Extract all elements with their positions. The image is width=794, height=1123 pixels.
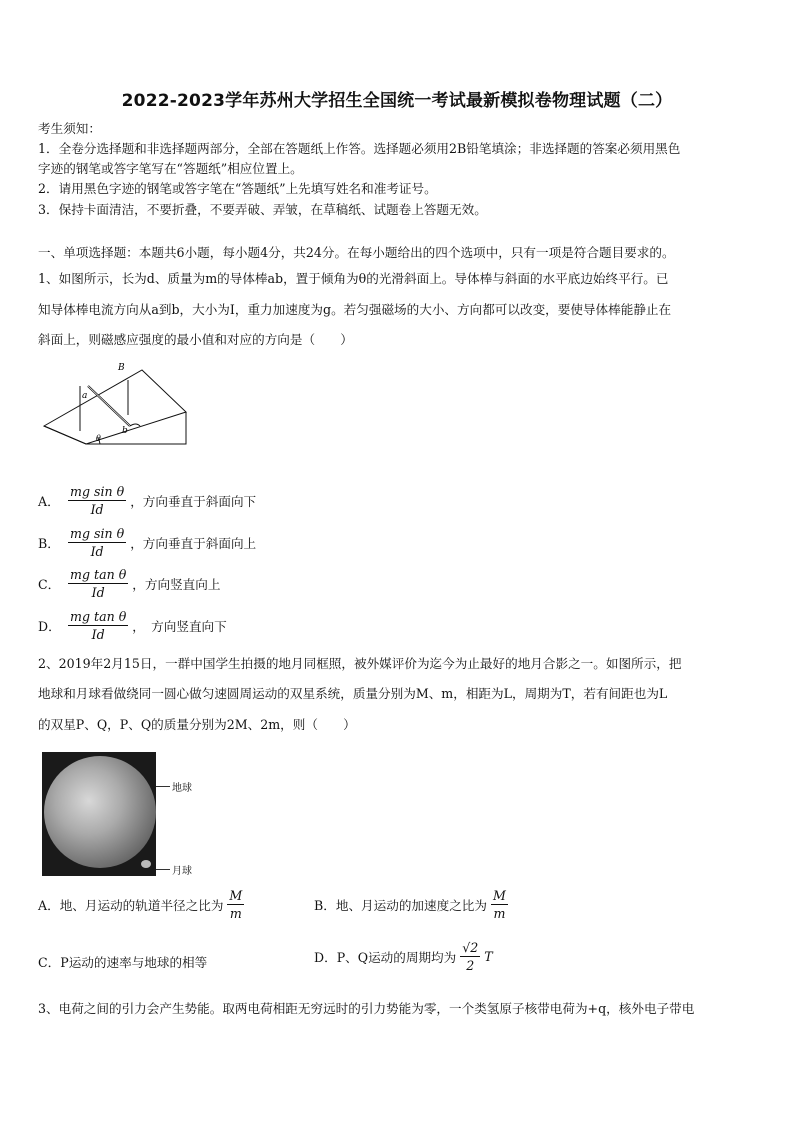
moon-label: 月球: [172, 866, 192, 877]
fraction: $\frac{√2}{2}$: [462, 940, 479, 973]
fig-label-b: b: [122, 426, 128, 436]
fraction: $\frac{\text{mg sin θ}}{Id}$: [70, 484, 125, 517]
incline-figure: [40, 360, 190, 455]
earth-moon-photo: [42, 752, 156, 876]
option-text: A．地、月运动的轨道半径之比为: [38, 898, 224, 913]
q2-option-c[interactable]: [38, 952, 207, 971]
exam-title: 2022-2023学年苏州大学招生全国统一考试最新模拟卷物理试题（二）: [121, 91, 673, 111]
notice-heading: 考生须知：: [38, 121, 101, 136]
q1-line-1: 1、如图所示，长为d、质量为m的导体棒ab，置于倾角为θ的光滑斜面上。导体棒与斜面的水平底边始终平行。已: [38, 271, 669, 286]
q2-option-a[interactable]: [38, 888, 248, 921]
notice-item-1-cont: 字迹的钢笔或答字笔写在“答题纸”相应位置上。: [38, 161, 303, 176]
q2-option-b[interactable]: [314, 888, 512, 921]
q2-option-d[interactable]: [314, 940, 493, 973]
option-text: B．地、月运动的加速度之比为: [314, 898, 487, 913]
notice-item-1: 1．全卷分选择题和非选择题两部分，全部在答题纸上作答。选择题必须用2B铅笔填涂；非选择题的答案必须用黑色: [38, 141, 681, 156]
fig-label-theta: θ: [96, 434, 101, 443]
q2-line-1: 2、2019年2月15日，一群中国学生拍摄的地月同框照，被外媒评价为迄今为止最好的地月合影之一。如图所示，把: [38, 656, 682, 671]
fig-label-B: B: [118, 363, 125, 373]
fraction: $\frac{\text{mg tan θ}}{Id}$: [70, 567, 127, 600]
q1-option-b[interactable]: [38, 526, 256, 559]
option-text: ，方向竖直向上: [132, 577, 221, 592]
fraction: $\frac{M}{m}$: [229, 888, 243, 921]
option-text: ，方向垂直于斜面向下: [130, 494, 257, 509]
notice-item-2: 2．请用黑色字迹的钢笔或答字笔在“答题纸”上先填写姓名和准考证号。: [38, 181, 437, 196]
option-text: D．P、Q运动的周期均为: [314, 950, 457, 965]
q2-line-2: 地球和月球看做绕同一圆心做匀速圆周运动的双星系统，质量分别为M、m，相距为L，周期为T，若有间距也为L: [38, 686, 668, 701]
fraction: $\frac{\text{mg tan θ}}{Id}$: [70, 609, 127, 642]
earth-label: 地球: [172, 783, 192, 794]
option-text: ，方向垂直于斜面向上: [130, 536, 257, 551]
earth-image: [44, 756, 156, 868]
fraction: $\frac{\text{mg sin θ}}{Id}$: [70, 526, 125, 559]
moon-image: [141, 860, 151, 868]
q3-line-1: 3、电荷之间的引力会产生势能。取两电荷相距无穷远时的引力势能为零，一个类氢原子核带电荷为+q，核外电子带电: [38, 1001, 695, 1016]
option-label: D．: [38, 619, 61, 634]
option-label: A．: [38, 494, 60, 509]
option-suffix: T: [484, 949, 493, 964]
option-text: C．P运动的速率与地球的相等: [38, 955, 208, 970]
q2-line-3: 的双星P、Q，P、Q的质量分别为2M、2m，则（ ）: [38, 717, 356, 732]
q1-line-2: 知导体棒电流方向从a到b，大小为I，重力加速度为g。若匀强磁场的大小、方向都可以改变，要使导体棒能静止在: [38, 302, 672, 317]
option-label: B．: [38, 536, 60, 551]
notice-item-3: 3．保持卡面清洁，不要折叠，不要弄破、弄皱，在草稿纸、试题卷上答题无效。: [38, 202, 487, 217]
q1-option-c[interactable]: [38, 567, 220, 600]
fraction: $\frac{M}{m}$: [492, 888, 506, 921]
fig-label-a: a: [82, 391, 88, 401]
section-heading: 一、单项选择题：本题共6小题，每小题4分，共24分。在每小题给出的四个选项中，只有一项是符合题目要求的。: [38, 245, 675, 260]
option-text: ， 方向竖直向下: [132, 619, 227, 634]
option-label: C．: [38, 577, 61, 592]
q1-option-d[interactable]: [38, 609, 227, 642]
q1-option-a[interactable]: [38, 484, 256, 517]
q1-line-3: 斜面上，则磁感应强度的最小值和对应的方向是（ ）: [38, 332, 353, 347]
